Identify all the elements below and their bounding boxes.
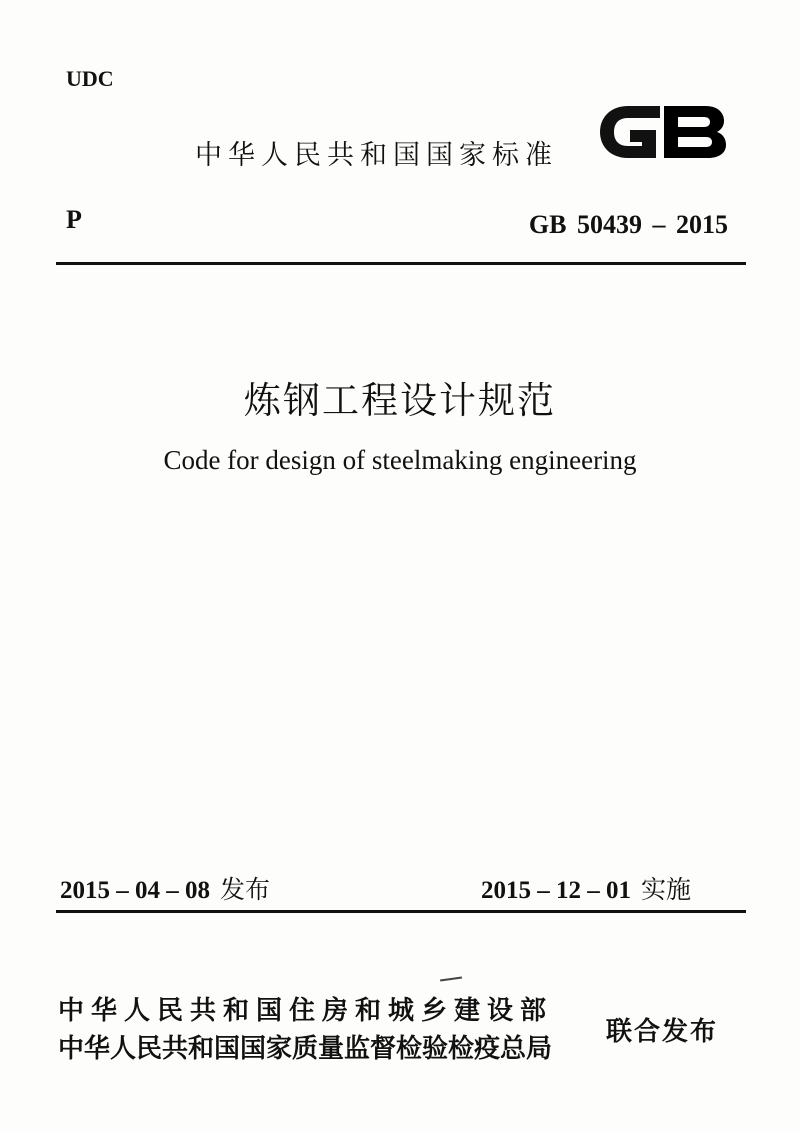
issue-date: 2015 – 04 – 08 <box>60 877 210 904</box>
issue-date-block <box>60 870 270 906</box>
implement-date-block <box>481 870 691 906</box>
udc-label: UDC <box>66 66 114 91</box>
joint-publish-label: 联合发布 <box>606 1017 719 1047</box>
gb-logo-b <box>664 106 726 158</box>
publisher-line-1: 中华人民共和国住房和城乡建设部 <box>58 996 554 1026</box>
bottom-divider <box>56 910 746 913</box>
print-speck <box>440 976 462 981</box>
top-divider <box>56 262 746 265</box>
implement-label: 实施 <box>641 875 692 904</box>
national-standard-heading: 中华人民共和国国家标准 <box>195 140 558 171</box>
title-english: Code for design of steelmaking engineering <box>163 445 637 475</box>
title-chinese: 炼钢工程设计规范 <box>244 379 556 422</box>
standard-number: GB 50439 – 2015 <box>528 210 728 239</box>
gb-logo-g <box>600 106 660 158</box>
issue-label: 发布 <box>220 875 271 904</box>
category-code: P <box>66 205 82 234</box>
gb-logo <box>594 96 732 168</box>
implement-date: 2015 – 12 – 01 <box>481 877 631 904</box>
publisher-line-2: 中华人民共和国国家质量监督检验检疫总局 <box>58 1034 553 1064</box>
